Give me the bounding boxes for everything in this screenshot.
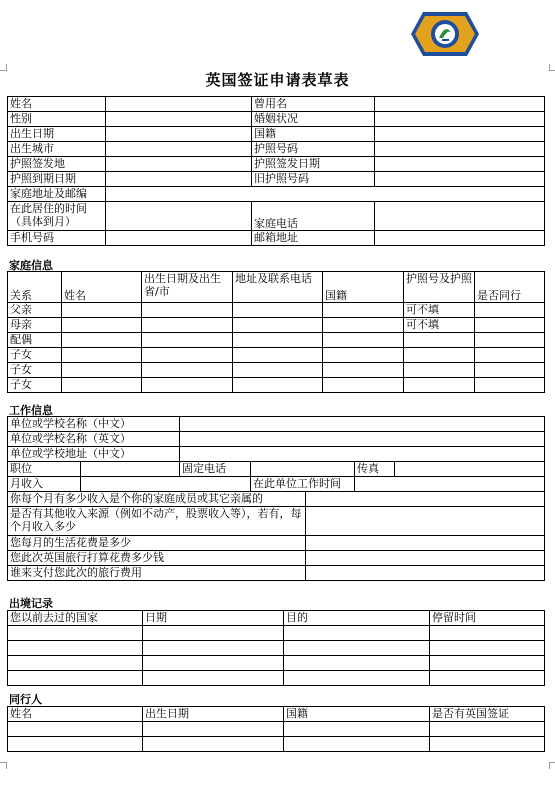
field-old-passport[interactable] xyxy=(375,172,545,187)
cell[interactable] xyxy=(430,722,545,737)
label-old-passport: 旧护照号码 xyxy=(252,172,375,187)
family-heading: 家庭信息 xyxy=(9,259,53,272)
field-email[interactable] xyxy=(375,231,545,246)
family-row xyxy=(8,303,545,318)
cell[interactable] xyxy=(475,333,545,348)
field-name[interactable] xyxy=(106,97,252,112)
field-passport-place[interactable] xyxy=(106,157,252,172)
field-fax[interactable] xyxy=(395,462,545,477)
travel-table xyxy=(7,610,545,686)
crop-mark-bottom-left xyxy=(0,762,7,769)
field-mobile[interactable] xyxy=(106,231,252,246)
header-companion-nationality: 国籍 xyxy=(284,707,430,722)
field-monthly-income[interactable] xyxy=(81,477,251,492)
header-passport: 护照号及护照 xyxy=(404,272,475,303)
header-stay: 停留时间 xyxy=(430,611,545,626)
cell[interactable] xyxy=(404,363,475,378)
cell[interactable] xyxy=(8,737,143,752)
cell[interactable] xyxy=(233,348,323,363)
family-table xyxy=(7,271,545,393)
label-email: 邮箱地址 xyxy=(252,231,375,246)
cell[interactable] xyxy=(284,671,430,686)
field-passport-expiry[interactable] xyxy=(106,172,252,187)
cell[interactable] xyxy=(233,318,323,333)
header-relation: 关系 xyxy=(8,272,62,303)
cell[interactable] xyxy=(142,363,233,378)
cell[interactable] xyxy=(143,656,284,671)
label-passport-expiry: 护照到期日期 xyxy=(8,172,106,187)
field-trip-cost[interactable] xyxy=(306,551,545,566)
cell[interactable] xyxy=(8,626,143,641)
field-nationality[interactable] xyxy=(375,127,545,142)
cell[interactable] xyxy=(8,671,143,686)
cell[interactable] xyxy=(323,378,404,393)
passport-note: 可不填 xyxy=(404,303,475,318)
cell[interactable] xyxy=(284,626,430,641)
cell[interactable] xyxy=(62,348,142,363)
cell[interactable] xyxy=(475,303,545,318)
cell[interactable] xyxy=(142,303,233,318)
label-fax: 传真 xyxy=(355,462,395,477)
cell[interactable] xyxy=(233,363,323,378)
label-passport-place: 护照签发地 xyxy=(8,157,106,172)
cell[interactable] xyxy=(404,333,475,348)
header-family-name: 姓名 xyxy=(62,272,142,303)
work-table xyxy=(7,416,545,581)
cell[interactable] xyxy=(143,737,284,752)
companion-row xyxy=(8,737,545,752)
label-residence-time: 在此居住的时间（具体到月） xyxy=(8,202,106,231)
field-family-income[interactable] xyxy=(306,492,545,507)
cell[interactable] xyxy=(233,333,323,348)
cell[interactable] xyxy=(233,303,323,318)
field-residence-time[interactable] xyxy=(106,202,252,231)
header-companion-dob: 出生日期 xyxy=(143,707,284,722)
cell[interactable] xyxy=(323,333,404,348)
cell[interactable] xyxy=(475,378,545,393)
field-unit-addr[interactable] xyxy=(180,447,545,462)
family-row xyxy=(8,333,545,348)
cell[interactable] xyxy=(475,348,545,363)
cell[interactable] xyxy=(8,641,143,656)
relation-father: 父亲 xyxy=(8,303,62,318)
field-home-phone[interactable] xyxy=(375,202,545,231)
label-nationality: 国籍 xyxy=(252,127,375,142)
family-row xyxy=(8,318,545,333)
label-dob: 出生日期 xyxy=(8,127,106,142)
cell[interactable] xyxy=(430,641,545,656)
travel-row xyxy=(8,641,545,656)
label-other-income: 是否有其他收入来源（例如不动产，股票收入等），若有，每个月收入多少 xyxy=(8,507,306,536)
relation-child: 子女 xyxy=(8,363,62,378)
travel-row xyxy=(8,656,545,671)
companion-heading: 同行人 xyxy=(9,693,42,706)
travel-heading: 出境记录 xyxy=(9,597,53,610)
cell[interactable] xyxy=(284,722,430,737)
label-position: 职位 xyxy=(8,462,81,477)
travel-row xyxy=(8,626,545,641)
family-row xyxy=(8,348,545,363)
company-logo xyxy=(409,10,481,58)
field-unit-cn[interactable] xyxy=(180,417,545,432)
label-trip-cost: 您此次英国旅行打算花费多少钱 xyxy=(8,551,306,566)
field-passport-no[interactable] xyxy=(375,142,545,157)
label-living-cost: 您每月的生活花费是多少 xyxy=(8,536,306,551)
cell[interactable] xyxy=(475,318,545,333)
label-unit-en: 单位或学校名称（英文） xyxy=(8,432,180,447)
cell[interactable] xyxy=(62,318,142,333)
label-passport-no: 护照号码 xyxy=(252,142,375,157)
label-birth-city: 出生城市 xyxy=(8,142,106,157)
field-passport-issue[interactable] xyxy=(375,157,545,172)
field-living-cost[interactable] xyxy=(306,536,545,551)
header-travel-together: 是否同行 xyxy=(475,272,545,303)
label-home-phone: 家庭电话 xyxy=(252,202,375,231)
cell[interactable] xyxy=(430,626,545,641)
label-unit-cn: 单位或学校名称（中文） xyxy=(8,417,180,432)
header-birth-place: 出生日期及出生省/市 xyxy=(142,272,233,303)
relation-mother: 母亲 xyxy=(8,318,62,333)
cell[interactable] xyxy=(323,363,404,378)
cell[interactable] xyxy=(404,378,475,393)
travel-row xyxy=(8,671,545,686)
personal-info-table xyxy=(7,96,545,246)
field-fixed-phone[interactable] xyxy=(251,462,355,477)
field-gender[interactable] xyxy=(106,112,252,127)
cell[interactable] xyxy=(142,378,233,393)
label-address-zip: 家庭地址及邮编 xyxy=(8,187,106,202)
family-row xyxy=(8,363,545,378)
companion-table xyxy=(7,706,545,752)
companion-row xyxy=(8,722,545,737)
relation-child: 子女 xyxy=(8,348,62,363)
passport-note: 可不填 xyxy=(404,318,475,333)
label-passport-issue: 护照签发日期 xyxy=(252,157,375,172)
cell[interactable] xyxy=(8,656,143,671)
cell[interactable] xyxy=(62,333,142,348)
cell[interactable] xyxy=(404,348,475,363)
label-gender: 性别 xyxy=(8,112,106,127)
label-name: 姓名 xyxy=(8,97,106,112)
relation-child: 子女 xyxy=(8,378,62,393)
header-country: 您以前去过的国家 xyxy=(8,611,143,626)
label-work-time: 在此单位工作时间 xyxy=(251,477,355,492)
cell[interactable] xyxy=(62,378,142,393)
header-nationality: 国籍 xyxy=(323,272,404,303)
header-uk-visa: 是否有英国签证 xyxy=(430,707,545,722)
field-former-name[interactable] xyxy=(375,97,545,112)
cell[interactable] xyxy=(62,363,142,378)
header-companion-name: 姓名 xyxy=(8,707,143,722)
header-purpose: 目的 xyxy=(284,611,430,626)
cell[interactable] xyxy=(430,656,545,671)
header-address-phone: 地址及联系电话 xyxy=(233,272,323,303)
cell[interactable] xyxy=(323,303,404,318)
label-fixed-phone: 固定电话 xyxy=(180,462,251,477)
cell[interactable] xyxy=(8,722,143,737)
relation-spouse: 配偶 xyxy=(8,333,62,348)
family-row xyxy=(8,378,545,393)
label-mobile: 手机号码 xyxy=(8,231,106,246)
label-family-income: 你每个月有多少收入是个你的家庭成员或其它亲属的 xyxy=(8,492,306,507)
cell[interactable] xyxy=(142,333,233,348)
field-dob[interactable] xyxy=(106,127,252,142)
label-former-name: 曾用名 xyxy=(252,97,375,112)
cell[interactable] xyxy=(142,318,233,333)
cell[interactable] xyxy=(284,641,430,656)
cell[interactable] xyxy=(323,318,404,333)
cell[interactable] xyxy=(284,737,430,752)
field-marital[interactable] xyxy=(375,112,545,127)
cell[interactable] xyxy=(143,671,284,686)
field-unit-en[interactable] xyxy=(180,432,545,447)
cell[interactable] xyxy=(142,348,233,363)
field-work-time[interactable] xyxy=(355,477,545,492)
cell[interactable] xyxy=(143,626,284,641)
field-other-income[interactable] xyxy=(306,507,545,536)
cell[interactable] xyxy=(430,737,545,752)
cell[interactable] xyxy=(143,722,284,737)
cell[interactable] xyxy=(323,348,404,363)
label-payer: 谁来支付您此次的旅行费用 xyxy=(8,566,306,581)
field-address-zip[interactable] xyxy=(106,187,545,202)
crop-mark-bottom-right xyxy=(549,762,555,769)
cell[interactable] xyxy=(62,303,142,318)
label-marital: 婚姻状况 xyxy=(252,112,375,127)
cell[interactable] xyxy=(475,363,545,378)
header-date: 日期 xyxy=(143,611,284,626)
label-unit-addr: 单位或学校地址（中文） xyxy=(8,447,180,462)
form-title: 英国签证申请表草表 xyxy=(205,71,350,89)
cell[interactable] xyxy=(233,378,323,393)
field-birth-city[interactable] xyxy=(106,142,252,157)
cell[interactable] xyxy=(430,671,545,686)
field-payer[interactable] xyxy=(306,566,545,581)
cell[interactable] xyxy=(143,641,284,656)
cell[interactable] xyxy=(284,656,430,671)
work-heading: 工作信息 xyxy=(9,404,53,417)
label-monthly-income: 月收入 xyxy=(8,477,81,492)
field-position[interactable] xyxy=(81,462,180,477)
